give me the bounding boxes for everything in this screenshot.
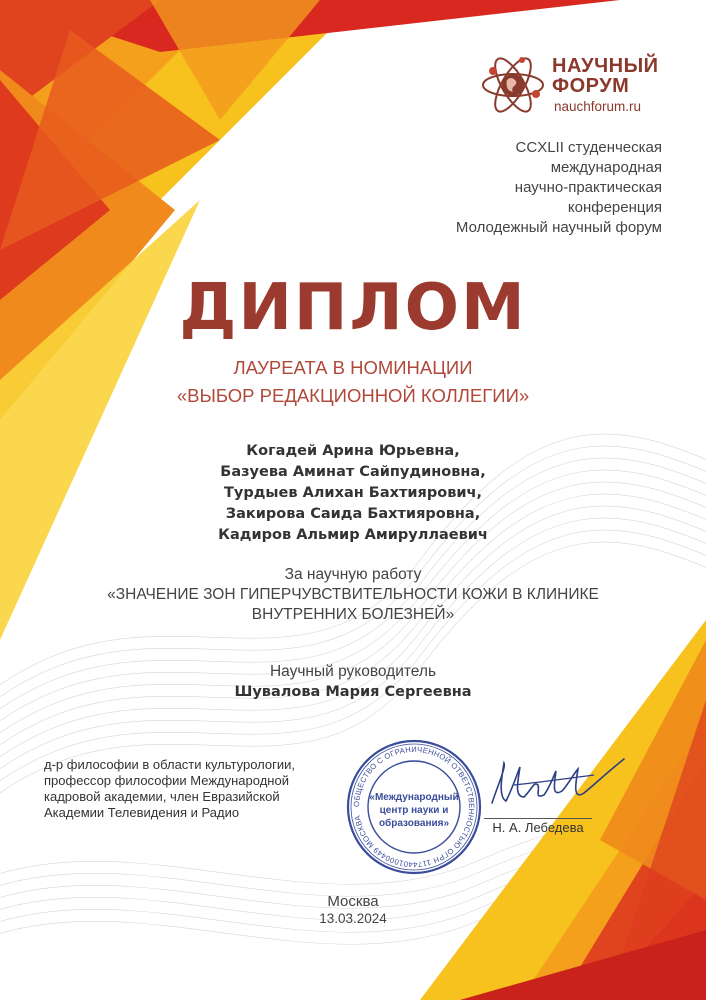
author-name: Закирова Саида Бахтияровна, [225,506,481,522]
conference-line: международная [550,159,662,176]
stamp-center-line1: «Международный [369,792,459,803]
author-name: Турдыев Алихан Бахтиярович, [223,485,482,501]
conference-line: конференция [567,199,662,216]
logo-title-line2: ФОРУМ [552,75,630,97]
author-name: Базуева Аминат Сайпудиновна, [220,464,486,480]
supervisor-name: Шувалова Мария Сергеевна [234,684,472,700]
credentials-line: Академии Телевидения и Радио [44,805,240,820]
stamp-ring-text: ОБЩЕСТВО С ОГРАНИЧЕННОЙ ОТВЕТСТВЕННОСТЬЮ ОГРН 1174401000449 МОСКВА [351,744,477,870]
nomination [0,354,706,410]
organizer-logo[interactable] [480,50,670,112]
handwritten-signature [484,745,634,825]
conference-info [362,138,662,238]
conference-line: Молодежный научный форум [455,219,662,236]
logo-title [552,56,672,96]
diploma-title: ДИПЛОМ [179,271,527,345]
conference-line: CCXLII студенческая [515,139,662,156]
credentials-line: профессор философии Международной [44,773,289,788]
work-info [0,565,706,625]
logo-title-line1: НАУЧНЫЙ [552,55,659,77]
nomination-line2: «ВЫБОР РЕДАКЦИОННОЙ КОЛЛЕГИИ» [176,385,530,406]
atom-globe-icon [480,52,546,118]
supervisor-info [0,662,706,702]
official-stamp [345,738,483,876]
date: 13.03.2024 [319,911,387,926]
nomination-line1: ЛАУРЕАТА В НОМИНАЦИИ [233,357,473,378]
work-title-line1: «ЗНАЧЕНИЕ ЗОН ГИПЕРЧУВСТВИТЕЛЬНОСТИ КОЖИ В КЛИНИКЕ [107,586,599,603]
work-intro: За научную работу [284,566,422,583]
credentials-line: д-р философии в области культурологии, [44,757,295,772]
logo-url[interactable]: nauchforum.ru [554,99,642,114]
supervisor-label: Научный руководитель [269,663,437,680]
author-name: Кадиров Альмир Амируллаевич [218,527,488,543]
stamp-center-line3: образования» [378,818,450,829]
city: Москва [327,893,379,910]
conference-line: научно-практическая [514,179,662,196]
credentials-line: кадровой академии, член Евразийской [44,789,280,804]
signatory-credentials [44,757,364,821]
author-name: Когадей Арина Юрьевна, [246,443,460,459]
work-title-line2: ВНУТРЕННИХ БОЛЕЗНЕЙ» [251,606,455,623]
signatory-name: Н. А. Лебедева [484,818,592,835]
stamp-center-line2: центр науки и [379,805,449,816]
authors-list [0,441,706,546]
